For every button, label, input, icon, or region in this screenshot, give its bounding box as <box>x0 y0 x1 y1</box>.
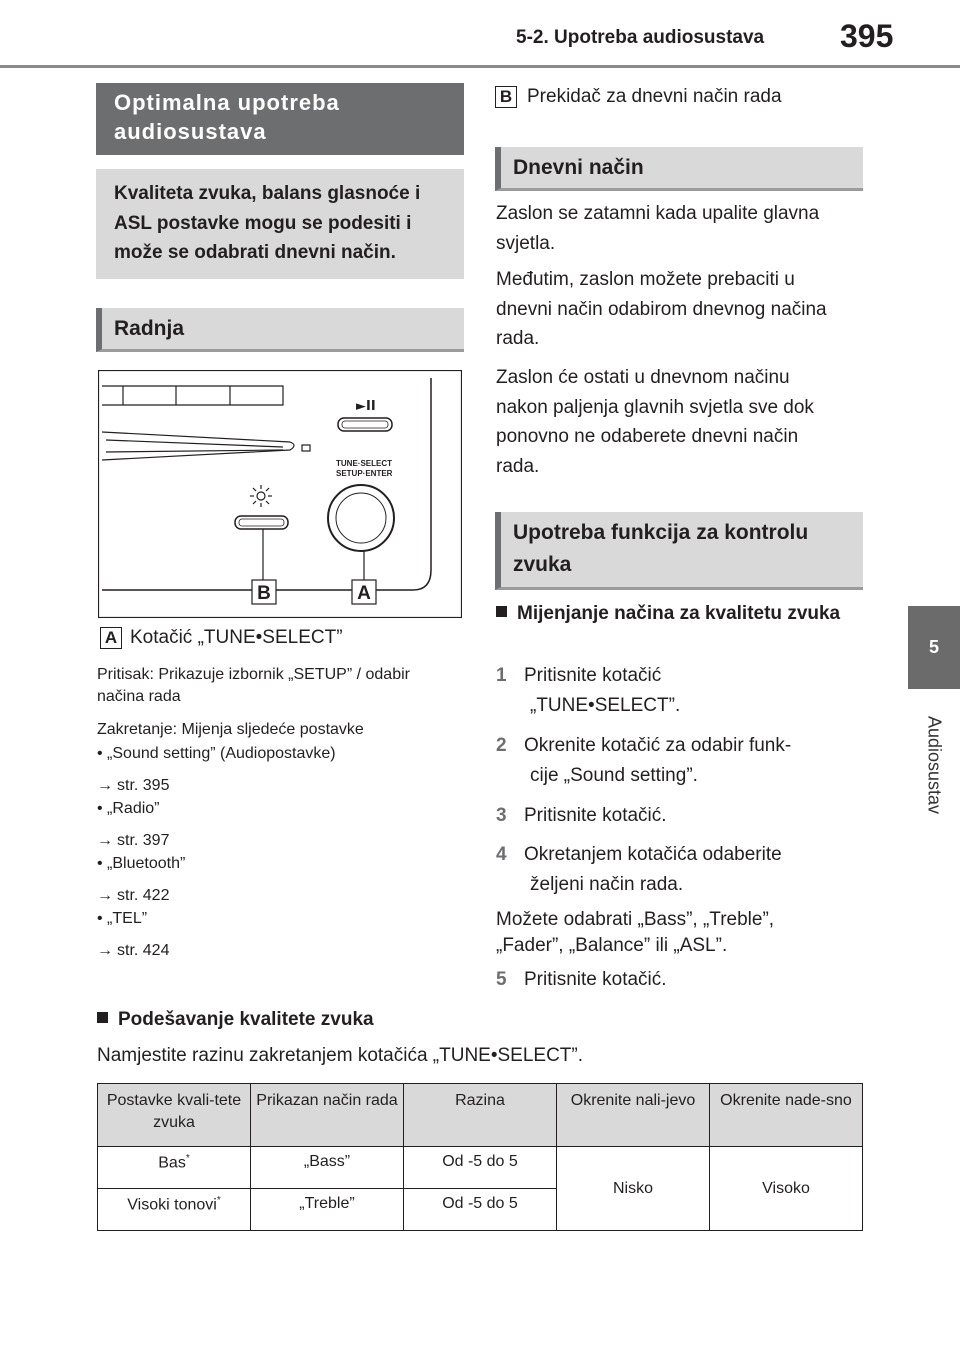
play-pause-label: ►II <box>356 399 376 414</box>
step: 4 Okretanjem kotačića odaberite željeni način rada. <box>496 844 782 895</box>
list-item-ref[interactable]: → str. 397 <box>97 830 169 852</box>
callout-a: A <box>357 583 371 604</box>
item-a-text: Kotačić „TUNE•SELECT” <box>130 627 343 649</box>
instruction: Namjestite razinu zakretanjem kotačića „TUNE•SELECT”. <box>97 1045 584 1066</box>
paragraph: Međutim, zaslon možete prebaciti u dnevni način odabirom dnevnog načina rada. <box>496 269 827 349</box>
arrow-right-icon: → <box>97 832 113 849</box>
note: Možete odabrati „Bass”, „Treble”, „Fader”, „Balance” ili „ASL”. <box>496 909 775 956</box>
figure-frame <box>99 371 462 618</box>
callout-b: B <box>257 583 271 604</box>
item-b-text: Prekidač za dnevni način rada <box>527 86 782 108</box>
arrow-right-icon: → <box>97 942 113 959</box>
arrow-right-icon: → <box>97 887 113 904</box>
sub-heading-quality-mode: Mijenjanje načina za kvalitetu zvuka <box>496 599 846 628</box>
chapter-tab[interactable]: 5 <box>908 606 960 689</box>
step: 5 Pritisnite kotačić. <box>496 969 667 990</box>
arrow-right-icon: → <box>97 777 113 794</box>
list-item: • „Radio” <box>97 800 160 817</box>
turn-description: Zakretanje: Mijenja sljedeće postavke <box>97 721 364 738</box>
marker-b: B <box>495 86 517 108</box>
item-a-caption <box>100 627 343 649</box>
heading-operation: Radnja <box>96 308 464 352</box>
day-mode-button <box>235 516 288 529</box>
col-header: Postavke kvali-tete zvuka <box>98 1084 251 1147</box>
list-item: • „Bluetooth” <box>97 855 186 872</box>
list-item-ref[interactable]: → str. 422 <box>97 885 169 907</box>
chapter-label-text: Audiosustav <box>924 715 945 815</box>
paragraph: Zaslon će ostati u dnevnom načinu nakon paljenja glavnih svjetla sve dok ponovno ne odaberete dnevni način rada. <box>496 367 814 477</box>
heading-day-mode: Dnevni način <box>495 147 863 191</box>
asterisk-mark: * <box>185 1153 190 1164</box>
sub-heading-adjust-quality: Podešavanje kvalitete zvuka <box>97 1005 374 1034</box>
col-header: Razina <box>404 1084 557 1147</box>
step: 1 Pritisnite kotačić „TUNE•SELECT”. <box>496 665 681 716</box>
marker-a: A <box>100 627 122 649</box>
square-bullet-icon <box>496 606 507 617</box>
col-header: Okrenite nali-jevo <box>557 1084 710 1147</box>
asterisk-mark: * <box>216 1195 221 1206</box>
audio-panel-illustration <box>98 370 462 618</box>
section-title: 5-2. Upotreba audiosustava <box>516 27 765 48</box>
press-description: Pritisak: Prikazuje izbornik „SETUP” / odabir načina rada <box>97 666 410 705</box>
paragraph: Zaslon se zatamni kada upalite glavna svjetla. <box>496 203 820 254</box>
knob-label-top: TUNE·SELECT <box>336 459 392 468</box>
square-bullet-icon <box>97 1012 108 1023</box>
item-b-caption <box>495 86 782 108</box>
table-cell: Od -5 do 5 <box>404 1189 557 1231</box>
list-item-ref[interactable]: → str. 395 <box>97 775 169 797</box>
step: 2 Okrenite kotačić za odabir funk- cije „Sound setting”. <box>496 735 792 786</box>
chapter-label <box>909 700 959 830</box>
table-cell: Nisko <box>557 1147 710 1231</box>
list-item-ref[interactable]: → str. 424 <box>97 940 169 962</box>
header-divider <box>0 65 960 68</box>
heading-sound-controls: Upotreba funkcija za kontrolu zvuka <box>495 512 863 590</box>
table-cell: Visoko <box>710 1147 863 1231</box>
table-cell: „Bass” <box>251 1147 404 1189</box>
heading-optimal-use: Optimalna upotreba audiosustava <box>96 83 464 155</box>
table-cell: Visoki tonovi* <box>98 1189 251 1231</box>
col-header: Prikazan način rada <box>251 1084 404 1147</box>
table-header-row <box>98 1084 863 1147</box>
play-pause-button <box>338 418 392 431</box>
intro-text: Kvaliteta zvuka, balans glasnoće i ASL postavke mogu se podesiti i može se odabrati dnevni način. <box>96 169 464 279</box>
table-cell: Od -5 do 5 <box>404 1147 557 1189</box>
knob-label-bottom: SETUP·ENTER <box>336 469 393 478</box>
list-item: • „Sound setting” (Audiopostavke) <box>97 745 336 762</box>
table-cell: Bas* <box>98 1147 251 1189</box>
table-cell: „Treble” <box>251 1189 404 1231</box>
sound-quality-table <box>97 1083 863 1231</box>
col-header: Okrenite nade-sno <box>710 1084 863 1147</box>
list-item: • „TEL” <box>97 910 148 927</box>
play-pause-icon <box>356 399 376 414</box>
step: 3 Pritisnite kotačić. <box>496 805 667 826</box>
table-row <box>98 1147 863 1189</box>
page-number: 395 <box>840 18 894 54</box>
